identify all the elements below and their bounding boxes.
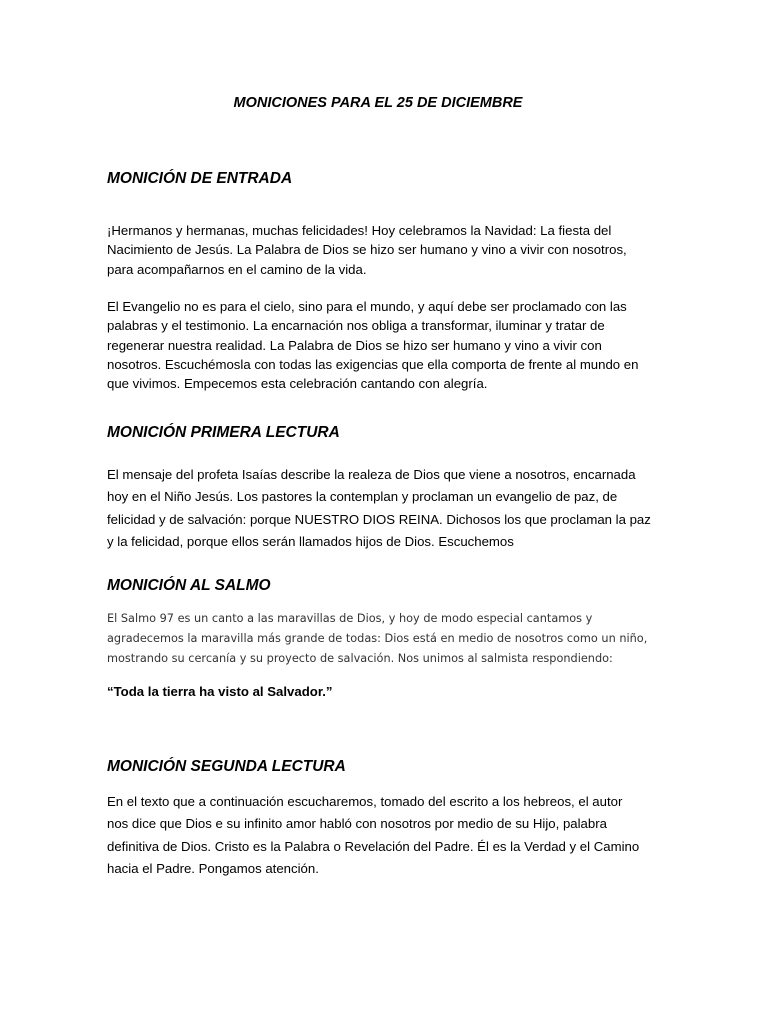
heading-entrada: MONICIÓN DE ENTRADA <box>107 170 293 187</box>
text-line: nosotros. Escuchémosla con todas las exigencias que ella comporta de frente al mundo en <box>107 356 639 372</box>
paragraph-salmo <box>107 609 667 669</box>
paragraph-segunda-lectura <box>107 791 667 880</box>
text-line: definitiva de Dios. Cristo es la Palabra o Revelación del Padre. Él es la Verdad y el Camino <box>107 838 640 854</box>
text-line: palabras y el testimonio. La encarnación nos obliga a transformar, iluminar y tratar de <box>107 318 605 334</box>
text-line: hacia el Padre. Pongamos atención. <box>107 860 319 876</box>
text-line: y la felicidad, porque ellos serán llamados hijos de Dios. Escuchemos <box>107 533 514 549</box>
heading-primera-lectura: MONICIÓN PRIMERA LECTURA <box>107 424 340 441</box>
psalm-response: “Toda la tierra ha visto al Salvador.” <box>107 684 333 699</box>
text-line: ¡Hermanos y hermanas, muchas felicidades! Hoy celebramos la Navidad: La fiesta del <box>107 223 612 238</box>
heading-segunda-lectura: MONICIÓN SEGUNDA LECTURA <box>107 758 346 775</box>
text-line: nos dice que Dios e su infinito amor habló con nosotros por medio de su Hijo, palabra <box>107 816 607 832</box>
text-line: agradecemos la maravilla más grande de todas: Dios está en medio de nosotros como un niño, <box>107 632 648 645</box>
text-line: En el texto que a continuación escucharemos, tomado del escrito a los hebreos, el autor <box>107 794 623 809</box>
text-line: hoy en el Niño Jesús. Los pastores la contemplan y proclaman un evangelio de paz, de <box>107 489 618 505</box>
text-line: para acompañarnos en el camino de la vida. <box>107 261 367 277</box>
paragraph-entrada-1 <box>107 221 667 279</box>
text-line: Nacimiento de Jesús. La Palabra de Dios se hizo ser humano y vino a vivir con nosotros, <box>107 242 627 258</box>
text-line: que vivimos. Empecemos esta celebración cantando con alegría. <box>107 376 488 392</box>
text-line: mostrando su cercanía y su proyecto de salvación. Nos unimos al salmista respondiendo: <box>107 652 613 665</box>
heading-salmo: MONICIÓN AL SALMO <box>107 577 271 594</box>
text-line: regenerar nuestra realidad. La Palabra de Dios se hizo ser humano y vino a vivir con <box>107 337 602 353</box>
text-line: El Evangelio no es para el cielo, sino para el mundo, y aquí debe ser proclamado con las <box>107 299 627 314</box>
text-line: El Salmo 97 es un canto a las maravillas de Dios, y hoy de modo especial cantamos y <box>107 612 593 625</box>
text-line: felicidad y de salvación: porque NUESTRO DIOS REINA. Dichosos los que proclaman la paz <box>107 511 651 527</box>
paragraph-primera-lectura <box>107 464 667 553</box>
document-title: MONICIONES PARA EL 25 DE DICIEMBRE <box>233 95 523 111</box>
paragraph-entrada-2 <box>107 297 667 393</box>
text-line: El mensaje del profeta Isaías describe la realeza de Dios que viene a nosotros, encarnada <box>107 467 636 482</box>
